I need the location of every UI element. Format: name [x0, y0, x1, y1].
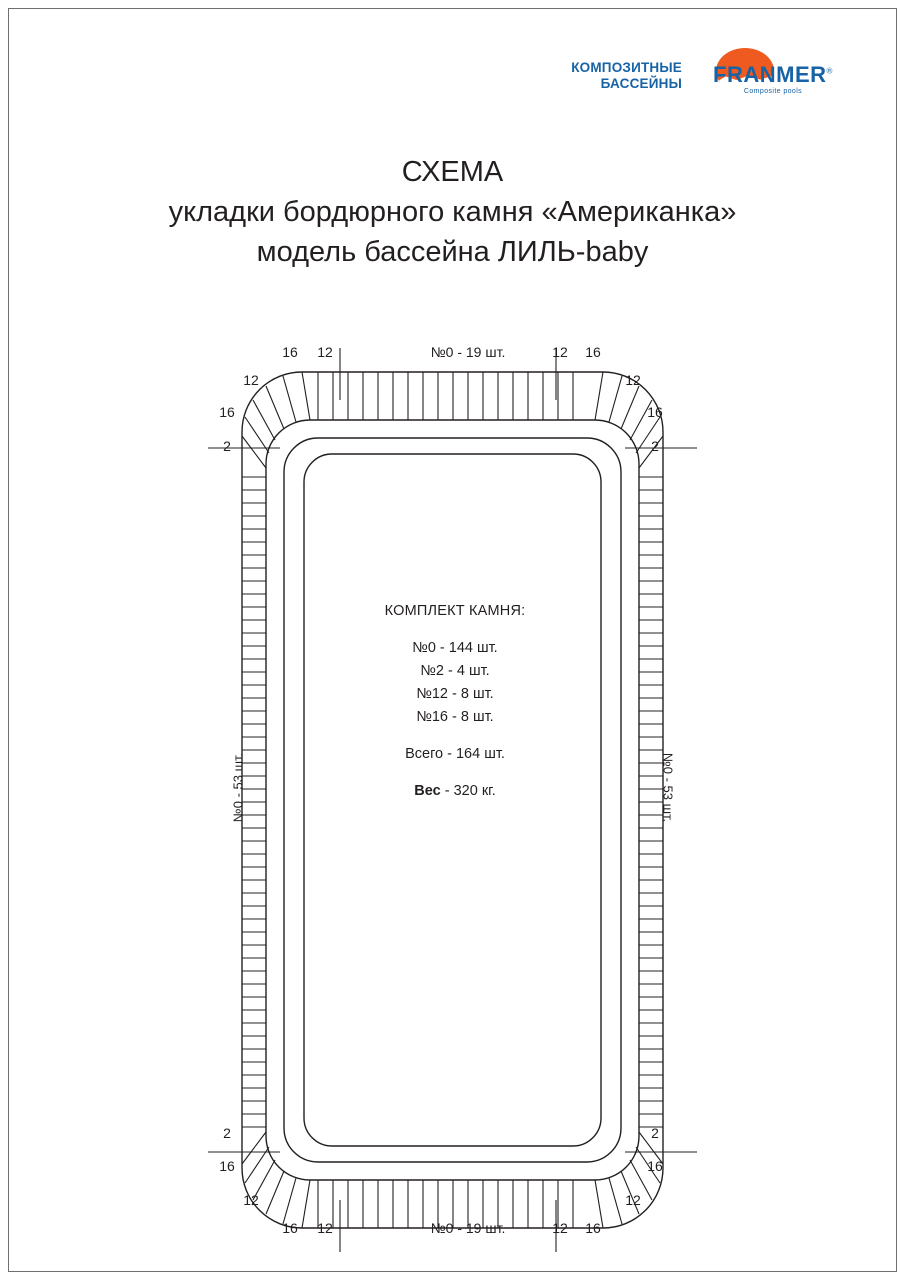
legend-item-2: №12 - 8 шт.	[416, 686, 494, 702]
legend-spacer-1	[330, 729, 580, 743]
callout-tr-16: 16	[647, 404, 663, 420]
logo-registered-mark: ®	[826, 66, 833, 76]
logo-brand-subtitle: Composite pools	[743, 88, 803, 95]
logo-tagline-line1: КОМПОЗИТНЫЕ	[571, 60, 682, 75]
callout-bl-2: 2	[223, 1125, 231, 1141]
legend-item-3: №16 - 8 шт.	[416, 709, 494, 725]
callout-right-side: №0 - 53 шт.	[660, 752, 676, 823]
callout-left-side: №0 - 53 шт.	[230, 752, 246, 823]
logo-tagline	[512, 60, 682, 92]
callout-bl-12: 12	[243, 1192, 259, 1208]
legend-item-0: №0 - 144 шт.	[412, 640, 498, 656]
callout-top-side: №0 - 19 шт.	[430, 344, 506, 360]
callout-top-left-12: 12	[317, 344, 333, 360]
callout-br-16b: 16	[585, 1220, 601, 1236]
callout-tr-12: 12	[625, 372, 641, 388]
stone-joints-top	[318, 372, 573, 420]
callout-top-right-12: 12	[552, 344, 568, 360]
legend-heading: КОМПЛЕКТ КАМНЯ:	[384, 603, 526, 619]
logo-brand-text: FRANMER	[713, 62, 827, 87]
callout-br-16: 16	[647, 1158, 663, 1174]
callout-top-left-16: 16	[282, 344, 298, 360]
callout-bl-16: 16	[219, 1158, 235, 1174]
page-title	[0, 152, 905, 272]
legend-spacer-2	[330, 766, 580, 780]
logo-tagline-line2: БАССЕЙНЫ	[600, 76, 682, 91]
logo-mark	[694, 48, 852, 106]
callout-br-2: 2	[651, 1125, 659, 1141]
title-line-1: СХЕМА	[401, 156, 504, 188]
callout-bl-16b: 16	[282, 1220, 298, 1236]
title-line-2: укладки бордюрного камня «Американка»	[168, 196, 737, 228]
callout-tl-16: 16	[219, 404, 235, 420]
stone-joints-right	[639, 477, 663, 1127]
callout-top-right-16: 16	[585, 344, 601, 360]
callout-bottom-side: №0 - 19 шт.	[430, 1220, 506, 1236]
pool-coping-diagram	[0, 330, 905, 1270]
callout-tl-2: 2	[223, 438, 231, 454]
legend-item-1: №2 - 4 шт.	[420, 663, 490, 679]
logo-brand	[694, 62, 852, 88]
stone-kit-legend	[330, 600, 580, 803]
title-line-3: модель бассейна ЛИЛЬ-baby	[256, 236, 649, 268]
legend-weight-value: - 320 кг.	[444, 783, 496, 799]
legend-weight-label: Вес	[414, 783, 441, 799]
callout-bl-12b: 12	[317, 1220, 333, 1236]
legend-total: Всего - 164 шт.	[405, 746, 505, 762]
franmer-logo	[512, 48, 852, 108]
callout-tr-2: 2	[651, 438, 659, 454]
stone-joints-left	[242, 477, 266, 1127]
callout-br-12b: 12	[552, 1220, 568, 1236]
callout-br-12: 12	[625, 1192, 641, 1208]
legend-weight	[330, 780, 580, 803]
callout-tl-12: 12	[243, 372, 259, 388]
